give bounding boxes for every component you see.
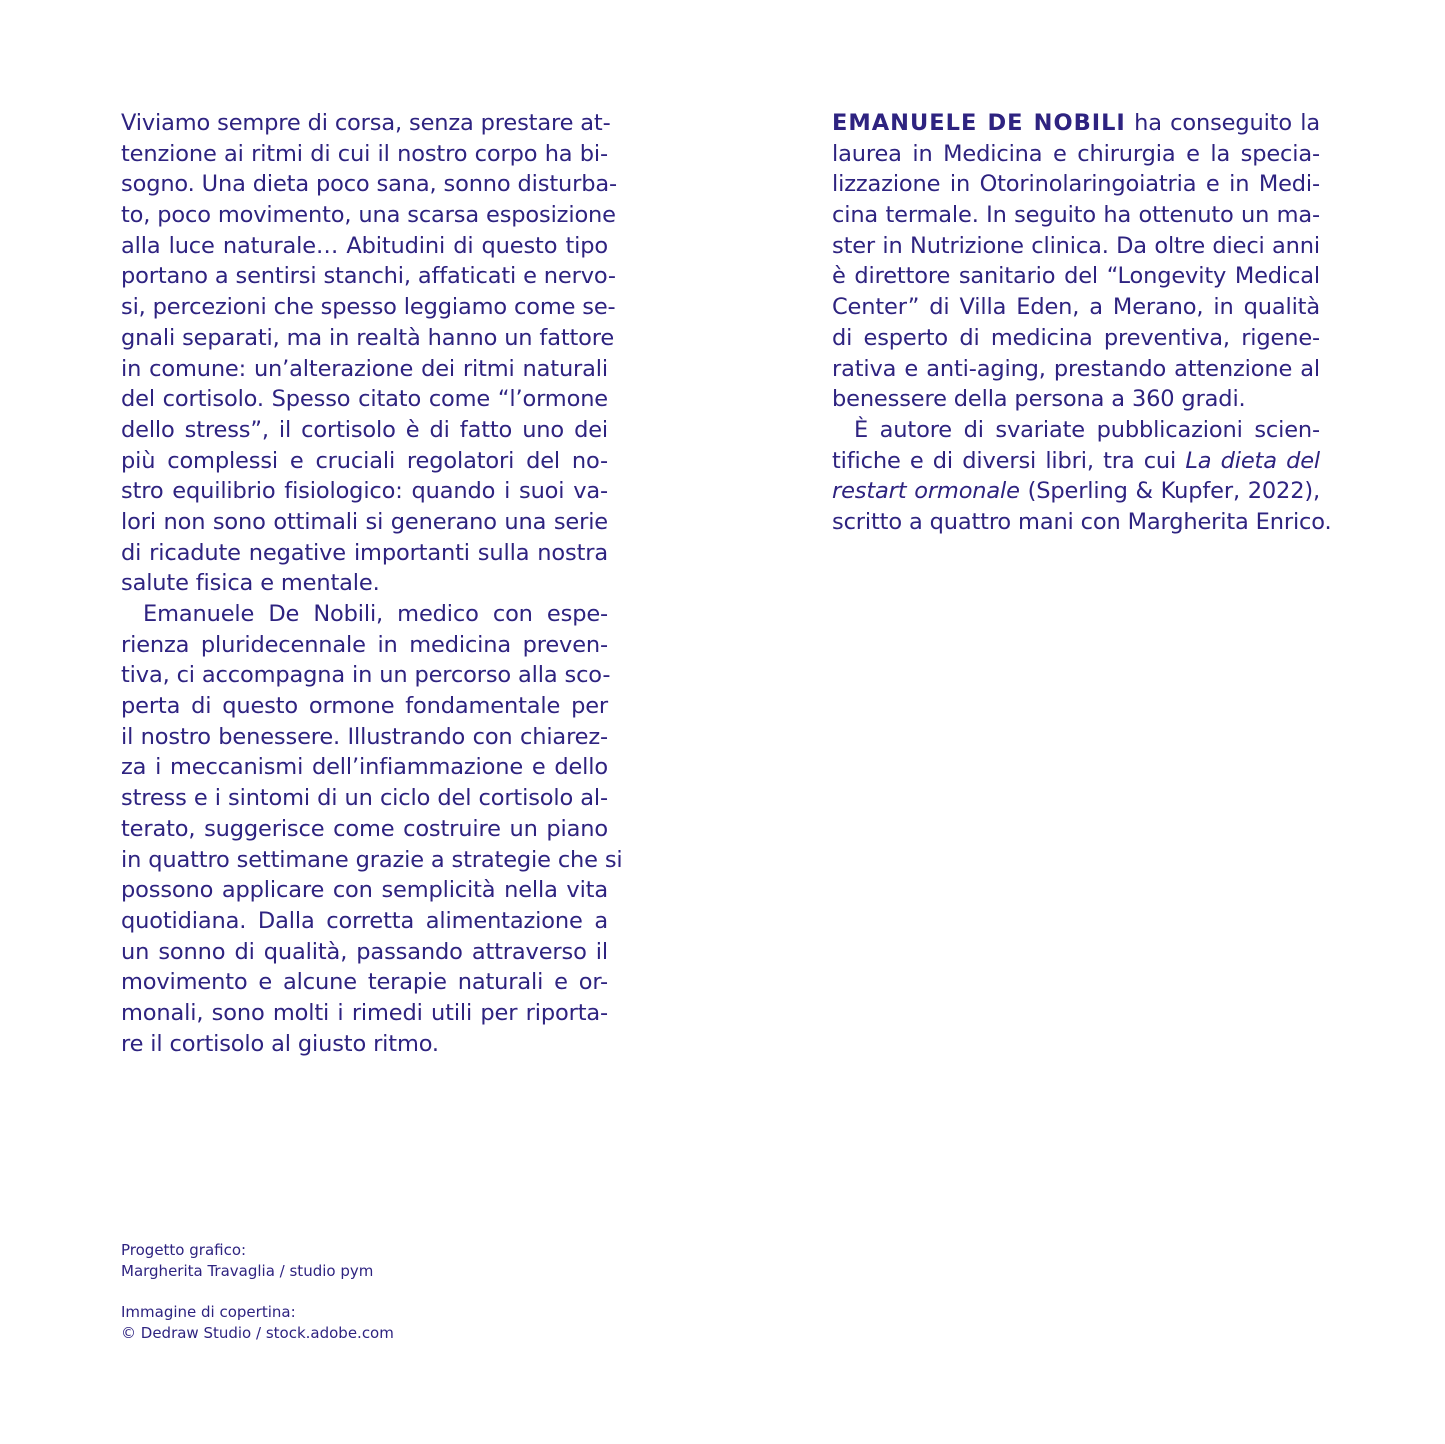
text-line: stro equilibrio fisiologico: quando i suoi va-: [121, 478, 608, 505]
text-line: gnali separati, ma in realtà hanno un fattore: [121, 324, 615, 351]
text-line: terato, suggerisce come costruire un piano: [121, 815, 608, 842]
author-bio-paragraph-1: [832, 108, 1320, 415]
text-line: di ricadute negative importanti sulla nostra: [121, 539, 608, 566]
synopsis-paragraph-1: [121, 108, 617, 599]
text-line: dello stress”, il cortisolo è di fatto uno dei: [121, 416, 608, 443]
text-line: del cortisolo. Spesso citato come “l’ormone: [121, 386, 608, 413]
author-name: EMANUELE DE NOBILI: [832, 110, 1126, 136]
text-line: Viviamo sempre di corsa, senza prestare at-: [121, 110, 611, 136]
text-line: rativa e anti-aging, prestando attenzione al: [832, 355, 1320, 382]
text-line: È autore di svariate pubblicazioni scien-: [854, 416, 1320, 443]
text-line: portano a sentirsi stanchi, affaticati e nervo-: [121, 263, 616, 290]
design-credit-label: Progetto grafico:: [121, 1241, 247, 1259]
text-line: movimento e alcune terapie naturali e or-: [121, 969, 608, 996]
text-fragment: (Sperling & Kupfer, 2022),: [1019, 478, 1321, 505]
author-bio-column: [832, 108, 1332, 538]
text-line: to, poco movimento, una scarsa esposizione: [121, 202, 616, 229]
text-line: za i meccanismi dell’infiammazione e dello: [121, 754, 608, 781]
text-line: laurea in Medicina e chirurgia e la specia-: [832, 140, 1320, 167]
book-title: restart ormonale: [832, 478, 1020, 505]
text-line: tiva, ci accompagna in un percorso alla sco-: [121, 662, 611, 689]
text-fragment: ha conseguito la: [1125, 110, 1320, 136]
author-bio-paragraph-2: [832, 415, 1332, 538]
text-line: lizzazione in Otorinolaringoiatria e in Medi-: [832, 171, 1320, 198]
text-line: lori non sono ottimali si generano una serie: [121, 508, 608, 535]
text-line: tenzione ai ritmi di cui il nostro corpo ha bi-: [121, 140, 608, 167]
text-fragment: tifiche e di diversi libri, tra cui: [832, 447, 1186, 474]
text-line: monali, sono molti i rimedi utili per riporta-: [121, 999, 608, 1026]
text-line: alla luce naturale… Abitudini di questo tipo: [121, 232, 608, 259]
text-line: Emanuele De Nobili, medico con espe-: [143, 601, 608, 627]
text-line: benessere della persona a 360 gradi.: [832, 386, 1246, 413]
text-line: stress e i sintomi di un ciclo del cortisolo al-: [121, 785, 608, 812]
text-line: un sonno di qualità, passando attraverso il: [121, 938, 608, 965]
text-line: cina termale. In seguito ha ottenuto un ma-: [832, 202, 1320, 229]
text-line: ster in Nutrizione clinica. Da oltre dieci anni: [832, 232, 1320, 259]
text-line: più complessi e cruciali regolatori del no-: [121, 447, 608, 474]
text-line: re il cortisolo al giusto ritmo.: [121, 1030, 439, 1057]
text-line: è direttore sanitario del “Longevity Medical: [832, 263, 1320, 290]
text-line: di esperto di medicina preventiva, rigene-: [832, 324, 1320, 351]
text-line: sogno. Una dieta poco sana, sonno disturba-: [121, 171, 617, 198]
text-line: possono applicare con semplicità nella vita: [121, 877, 608, 904]
cover-credit-value: © Dedraw Studio / stock.adobe.com: [121, 1324, 394, 1342]
text-line: il nostro benessere. Illustrando con chiarez-: [121, 723, 608, 750]
text-line: si, percezioni che spesso leggiamo come se-: [121, 294, 616, 321]
text-line: in comune: un’alterazione dei ritmi naturali: [121, 355, 608, 382]
text-line: perta di questo ormone fondamentale per: [121, 693, 608, 720]
design-credit: [121, 1240, 394, 1282]
credits: [121, 1240, 394, 1364]
text-line: [832, 108, 1320, 139]
text-line: rienza pluridecennale in medicina preven-: [121, 631, 608, 658]
text-line: salute fisica e mentale.: [121, 570, 380, 597]
cover-credit-label: Immagine di copertina:: [121, 1303, 296, 1321]
text-line: [832, 476, 1320, 507]
synopsis-column: [121, 108, 623, 1059]
text-line: scritto a quattro mani con Margherita Enrico.: [832, 508, 1332, 535]
text-line: Center” di Villa Eden, a Merano, in qualità: [832, 294, 1320, 321]
design-credit-value: Margherita Travaglia / studio pym: [121, 1262, 374, 1280]
synopsis-paragraph-2: [121, 599, 623, 1059]
cover-credit: [121, 1302, 394, 1344]
text-line: quotidiana. Dalla corretta alimentazione a: [121, 907, 608, 934]
text-line: in quattro settimane grazie a strategie che si: [121, 846, 623, 873]
book-title: La dieta del: [1185, 447, 1320, 474]
text-line: [832, 446, 1320, 477]
